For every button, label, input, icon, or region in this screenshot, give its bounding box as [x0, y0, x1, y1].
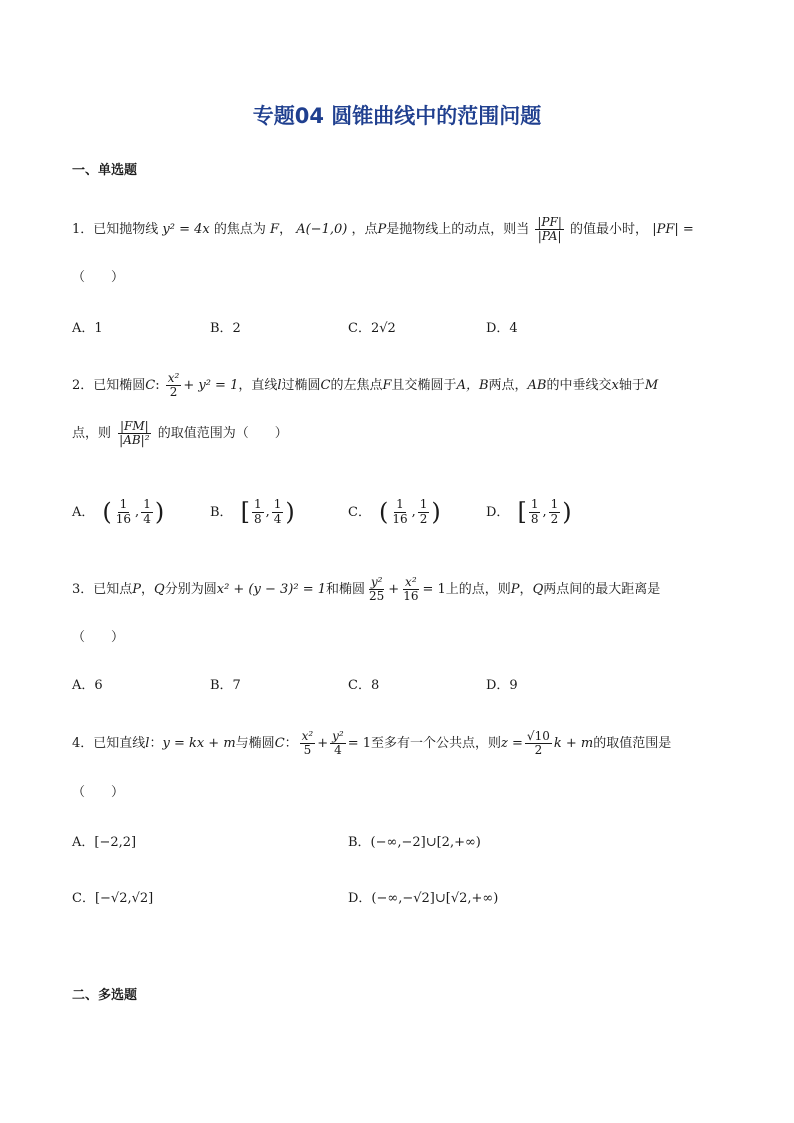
q2-eq-num: x² — [167, 371, 180, 385]
question-1-stem: 1．已知抛物线 y² = 4x 的焦点为 F， A(−1,0) ，点P是抛物线上的动点，则当 $\frac{|PF|}{|PA|}$ 的值最小时， |PF| = — [72, 215, 694, 244]
q3-text-c: 和椭圆 — [326, 582, 366, 598]
q4-frac-x-num: x² — [301, 729, 314, 743]
q2-frac-num: |FM| — [120, 419, 149, 433]
q2-point-m: M — [644, 378, 659, 394]
q3-text-e: 两点间的最大距离是 — [543, 582, 661, 598]
q2-option-b-lbracket: [ — [240, 498, 250, 526]
q2-text-a: 2．已知椭圆 — [72, 378, 146, 394]
q2-option-d-frac1: $\frac{1}{8}$ — [530, 497, 539, 526]
q2-text-b: ，直线 — [238, 378, 278, 394]
q2-option-d-lbracket: [ — [517, 498, 527, 526]
q1-frac-den: |PA| — [537, 229, 562, 244]
q2-option-a-lbracket: ( — [102, 498, 112, 526]
q2-option-a-rbracket: ) — [154, 498, 165, 526]
q3-option-a[interactable]: A．6 — [72, 678, 103, 693]
q2-option-c-frac2: $\frac{1}{2}$ — [419, 497, 428, 526]
q1-abs-pf: |PF| = — [652, 222, 694, 238]
q3-frac-y — [367, 576, 386, 603]
q4-z-tail: k + m — [553, 736, 594, 752]
q2-frac-den: |AB|² — [119, 433, 150, 448]
q4-line-eq: y = kx + m — [162, 736, 236, 752]
q4-z: z = — [501, 736, 523, 752]
q4-frac-y-num: y² — [332, 729, 344, 743]
q2-option-b-label: B． — [210, 504, 233, 520]
q3-point-p: P — [132, 582, 142, 598]
q2-ratio-fraction — [117, 420, 151, 447]
q2-text-e: 且交椭圆于 — [391, 378, 457, 394]
q2-focus-f: F — [382, 378, 392, 394]
q3-point-q: Q — [154, 582, 165, 598]
q4-line-l: l — [145, 736, 150, 752]
q3-frac-y-num: y² — [370, 575, 383, 589]
q3-frac-x — [401, 576, 420, 603]
q4-option-c[interactable]: C．[−√2,√2] — [72, 891, 154, 906]
q1-text-b: 的焦点为 — [213, 222, 266, 238]
q2-option-c[interactable]: C． ( $\frac{1}{16}$ , $\frac{1}{2}$ ) — [348, 497, 441, 526]
q1-fraction — [535, 216, 564, 243]
q2-text-h: 轴于 — [618, 378, 645, 394]
q2-option-c-lbracket: ( — [378, 498, 389, 526]
question-4-stem: 4．已知直线l：y = kx + m与椭圆C： $\frac{\text{x²}}{5}$ + $\frac{\text{y²}}{4}$ = 1至多有一个公共点，则z = $\frac{√10}{2}$ k + m的取值范围是 — [72, 729, 672, 758]
q4-text-c: 至多有一个公共点，则 — [371, 736, 502, 752]
q1-option-c[interactable]: C．2√2 — [348, 321, 396, 336]
q4-ellipse-c: C — [274, 736, 285, 752]
q2-option-c-frac1: $\frac{1}{16}$ — [392, 497, 408, 526]
q4-frac-x-den: 5 — [303, 743, 312, 758]
q2-text-j: 的取值范围为（ ） — [157, 426, 288, 442]
q2-ellipse-c: C — [145, 378, 156, 394]
q1-focus-f: F — [270, 222, 280, 238]
q4-frac-y — [330, 730, 346, 757]
q2-option-d[interactable]: D． [ $\frac{1}{8}$ , $\frac{1}{2}$ ) — [486, 497, 572, 526]
q4-option-a[interactable]: A．[−2,2] — [72, 835, 137, 850]
q2-segment-ab: AB — [527, 378, 547, 394]
section-heading-single-choice: 一、单选题 — [72, 163, 138, 178]
q4-frac-z — [525, 730, 552, 757]
q4-text-d: 的取值范围是 — [593, 736, 672, 752]
q2-eq-den: 2 — [169, 385, 178, 400]
q1-text-a: 1．已知抛物线 — [72, 222, 159, 238]
q3-point-q-2: Q — [532, 582, 544, 598]
q4-frac-x — [300, 730, 316, 757]
q2-text-f: 两点， — [488, 378, 528, 394]
q2-x-axis: x — [611, 378, 619, 394]
q2-option-d-rbracket: ) — [562, 498, 572, 526]
q3-option-b[interactable]: B．7 — [210, 678, 241, 693]
q2-ellipse-c-2: C — [320, 378, 331, 394]
q1-text-e: 的值最小时， — [570, 222, 649, 238]
q1-option-d[interactable]: D．4 — [486, 321, 518, 336]
q2-option-a-frac2: $\frac{1}{4}$ — [143, 497, 151, 526]
q1-option-a[interactable]: A．1 — [72, 321, 103, 336]
q3-text-b: 分别为圆 — [164, 582, 217, 598]
q2-points-ab: A，B — [456, 378, 489, 394]
q2-option-d-frac2: $\frac{1}{2}$ — [550, 497, 559, 526]
q2-option-b-rbracket: ) — [285, 498, 295, 526]
q3-circle-eq: x² + (y − 3)² = 1 — [216, 582, 326, 598]
q1-point-a: A(−1,0) — [296, 222, 348, 238]
q2-option-b-frac2: $\frac{1}{4}$ — [273, 497, 282, 526]
q4-option-b[interactable]: B．(−∞,−2]∪[2,+∞) — [348, 835, 481, 850]
section-heading-multi-choice: 二、多选题 — [72, 988, 138, 1003]
q2-option-b-frac1: $\frac{1}{8}$ — [253, 497, 262, 526]
q2-ellipse-fraction — [166, 372, 182, 399]
q2-option-a[interactable]: A． ( $\frac{1}{16}$ , $\frac{1}{4}$ ) — [72, 497, 165, 526]
q2-option-d-label: D． — [486, 504, 510, 520]
q3-text-d: 上的点，则 — [445, 582, 511, 598]
q3-point-p-2: P — [510, 582, 520, 598]
q4-frac-y-den: 4 — [334, 743, 342, 758]
q3-text-a: 3．已知点 — [72, 582, 133, 598]
question-2-stem-cont — [72, 420, 288, 447]
q4-option-d[interactable]: D．(−∞,−√2]∪[√2,+∞) — [348, 891, 499, 906]
q3-frac-x-num: x² — [405, 575, 417, 589]
q2-option-a-label: A． — [72, 504, 95, 520]
q1-frac-num: |PF| — [537, 215, 562, 229]
q4-text-a: 4．已知直线 — [72, 736, 146, 752]
q3-eq-tail: = 1 — [422, 582, 446, 598]
q2-text-c: 过椭圆 — [281, 378, 321, 394]
q1-equation: y² = 4x — [162, 222, 210, 238]
q3-answer-paren: （ ） — [72, 630, 125, 645]
q4-answer-paren: （ ） — [72, 785, 125, 800]
q2-option-b[interactable]: B． [ $\frac{1}{8}$ , $\frac{1}{4}$ ) — [210, 497, 295, 526]
q1-text-d: 是抛物线上的动点，则当 — [386, 222, 530, 238]
q3-option-d[interactable]: D．9 — [486, 678, 518, 693]
q4-text-b: 与椭圆 — [235, 736, 275, 752]
q1-point-p: P — [377, 222, 387, 238]
q2-text-d: 的左焦点 — [330, 378, 383, 394]
question-3-stem: 3．已知点P，Q分别为圆x² + (y − 3)² = 1和椭圆 $\frac{\text{y²}}{25}$ + $\frac{\text{x²}}{16}$ = 1上的点，则P，Q两点间的最大距离是 — [72, 575, 661, 604]
page-title: 专题04 圆锥曲线中的范围问题 — [252, 104, 542, 128]
q2-option-a-frac1: $\frac{1}{16}$ — [115, 497, 132, 526]
q2-option-c-rbracket: ) — [431, 498, 441, 526]
q1-text-c: ，点 — [351, 222, 378, 238]
question-2-stem: 2．已知椭圆C: $\frac{\text{x²}}{2}$ + y² = 1，直线l过椭圆C的左焦点F且交椭圆于A，B两点，AB的中垂线交x轴于M — [72, 371, 659, 400]
q2-text-g: 的中垂线交 — [546, 378, 612, 394]
q4-frac-z-num: √10 — [526, 729, 550, 743]
q2-eq-rest: + y² = 1 — [183, 378, 239, 394]
q2-option-c-label: C． — [348, 504, 371, 520]
q3-frac-x-den: 16 — [403, 589, 419, 604]
q3-frac-y-den: 25 — [369, 589, 385, 604]
q1-option-b[interactable]: B．2 — [210, 321, 241, 336]
q4-eq-tail: = 1 — [347, 736, 372, 752]
q1-answer-paren: （ ） — [72, 270, 125, 285]
q3-option-c[interactable]: C．8 — [348, 678, 380, 693]
q2-text-i: 点，则 — [72, 426, 112, 442]
q4-frac-z-den: 2 — [534, 743, 543, 758]
q2-line-l: l — [277, 378, 282, 394]
